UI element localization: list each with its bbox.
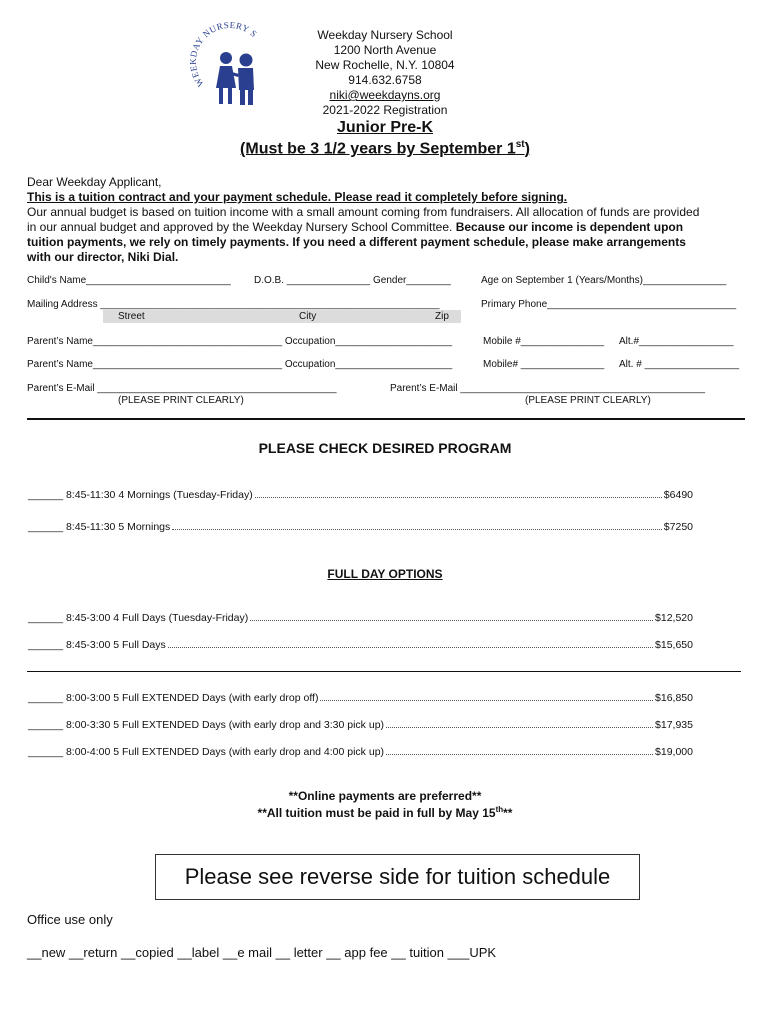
parent2-email-field[interactable]: Parent’s E-Mail ____________________________________________	[390, 383, 706, 394]
office-use-label: Office use only	[27, 912, 113, 927]
program-row[interactable]	[28, 521, 693, 533]
office-use-checklist: __new __return __copied __label __e mail __ letter __ app fee __ tuition ___UPK	[27, 945, 497, 960]
program-price: $16,850	[655, 692, 693, 704]
school-email-link[interactable]: niki@weekdayns.org	[329, 88, 441, 102]
program-label: 8:45-11:30 4 Mornings (Tuesday-Friday)	[65, 489, 253, 501]
program-label: 8:45-3:00 4 Full Days (Tuesday-Friday)	[65, 612, 249, 624]
parent1-email-field[interactable]: Parent’s E-Mail ___________________________________________	[27, 383, 337, 394]
parent1-alt-field[interactable]: Alt.#_________________	[619, 336, 734, 347]
program-row[interactable]	[28, 639, 693, 651]
parent2-name-occupation-field[interactable]: Parent’s Name__________________________________ Occupation_____________________	[27, 359, 453, 370]
mailing-address-field[interactable]: Mailing Address _____________________________________________________________	[27, 299, 440, 310]
age-requirement: (Must be 3 1/2 years by September 1st)	[240, 139, 530, 158]
budget-line-3: tuition payments, we rely on timely payments. If you need a different payment schedule, please make arrangements	[27, 235, 686, 249]
contract-notice: This is a tuition contract and your payment schedule. Please read it completely before signing.	[27, 190, 568, 204]
print-clearly-note-2: (PLEASE PRINT CLEARLY)	[525, 395, 651, 406]
program-label: 8:00-3:00 5 Full EXTENDED Days (with early drop off)	[65, 692, 319, 704]
online-payments-note: **Online payments are preferred**	[288, 789, 482, 803]
school-name: Weekday Nursery School	[317, 28, 453, 42]
parent2-mobile-field[interactable]: Mobile# _______________	[483, 359, 605, 370]
school-phone: 914.632.6758	[348, 73, 422, 87]
print-clearly-note-1: (PLEASE PRINT CLEARLY)	[118, 395, 244, 406]
registration-year: 2021-2022 Registration	[322, 103, 448, 117]
leader-dots	[386, 727, 653, 728]
primary-phone-field[interactable]: Primary Phone__________________________________	[481, 299, 737, 310]
street-sublabel: Street	[118, 311, 145, 322]
reverse-side-notice	[155, 854, 640, 900]
program-heading: PLEASE CHECK DESIRED PROGRAM	[258, 440, 512, 456]
leader-dots	[168, 647, 653, 648]
program-price: $15,650	[655, 639, 693, 651]
paid-in-full-note: **All tuition must be paid in full by May 15th**	[257, 805, 513, 820]
school-address-line1: 1200 North Avenue	[333, 43, 437, 57]
section-divider	[27, 418, 745, 420]
program-row[interactable]	[28, 489, 693, 501]
budget-line-4: with our director, Niki Dial.	[27, 250, 179, 264]
leader-dots	[250, 620, 653, 621]
program-checkbox-blank[interactable]: ______	[28, 521, 64, 533]
program-label: 8:45-3:00 5 Full Days	[65, 639, 166, 651]
school-address-line2: New Rochelle, N.Y. 10804	[315, 58, 455, 72]
program-price: $12,520	[655, 612, 693, 624]
program-row[interactable]	[28, 746, 693, 758]
parent2-alt-field[interactable]: Alt. # _________________	[619, 359, 740, 370]
greeting: Dear Weekday Applicant,	[27, 175, 162, 189]
program-checkbox-blank[interactable]: ______	[28, 639, 64, 651]
city-sublabel: City	[299, 311, 317, 322]
budget-line-1: Our annual budget is based on tuition income with a small amount coming from fundraisers. All allocation of funds are provided	[27, 205, 700, 219]
full-day-heading: FULL DAY OPTIONS	[327, 567, 443, 581]
leader-dots	[386, 754, 653, 755]
leader-dots	[255, 497, 662, 498]
dob-gender-field[interactable]: D.O.B. _______________ Gender________	[254, 275, 451, 286]
leader-dots	[172, 529, 662, 530]
program-price: $17,935	[655, 719, 693, 731]
budget-line-2: in our annual budget and approved by the Weekday Nursery School Committee. Because our income is dependent upon	[27, 220, 684, 234]
leader-dots	[320, 700, 653, 701]
program-title: Junior Pre-K	[336, 119, 433, 136]
address-sublabel-bar	[103, 310, 461, 323]
program-row[interactable]	[28, 612, 693, 624]
program-price: $6490	[663, 489, 693, 501]
parent1-name-occupation-field[interactable]: Parent’s Name__________________________________ Occupation_____________________	[27, 336, 453, 347]
program-checkbox-blank[interactable]: ______	[28, 489, 64, 501]
program-label: 8:45-11:30 5 Mornings	[65, 521, 171, 533]
program-row[interactable]	[28, 692, 693, 704]
reverse-side-notice-text: Please see reverse side for tuition schedule	[184, 864, 611, 889]
program-label: 8:00-3:30 5 Full EXTENDED Days (with early drop and 3:30 pick up)	[65, 719, 385, 731]
zip-sublabel: Zip	[435, 311, 449, 322]
program-checkbox-blank[interactable]: ______	[28, 612, 64, 624]
program-label: 8:00-4:00 5 Full EXTENDED Days (with early drop and 4:00 pick up)	[65, 746, 385, 758]
parent1-mobile-field[interactable]: Mobile #_______________	[483, 336, 605, 347]
full-day-divider	[27, 671, 741, 672]
child-name-field[interactable]: Child's Name__________________________	[27, 275, 231, 286]
program-checkbox-blank[interactable]: ______	[28, 719, 64, 731]
logo-arc-text: WE AY NURSERY S	[190, 22, 260, 89]
age-september-field[interactable]: Age on September 1 (Years/Months)_______________	[481, 275, 727, 286]
program-checkbox-blank[interactable]: ______	[28, 746, 64, 758]
program-price: $7250	[663, 521, 693, 533]
program-row[interactable]	[28, 719, 693, 731]
program-checkbox-blank[interactable]: ______	[28, 692, 64, 704]
school-logo	[190, 22, 270, 112]
program-price: $19,000	[655, 746, 693, 758]
